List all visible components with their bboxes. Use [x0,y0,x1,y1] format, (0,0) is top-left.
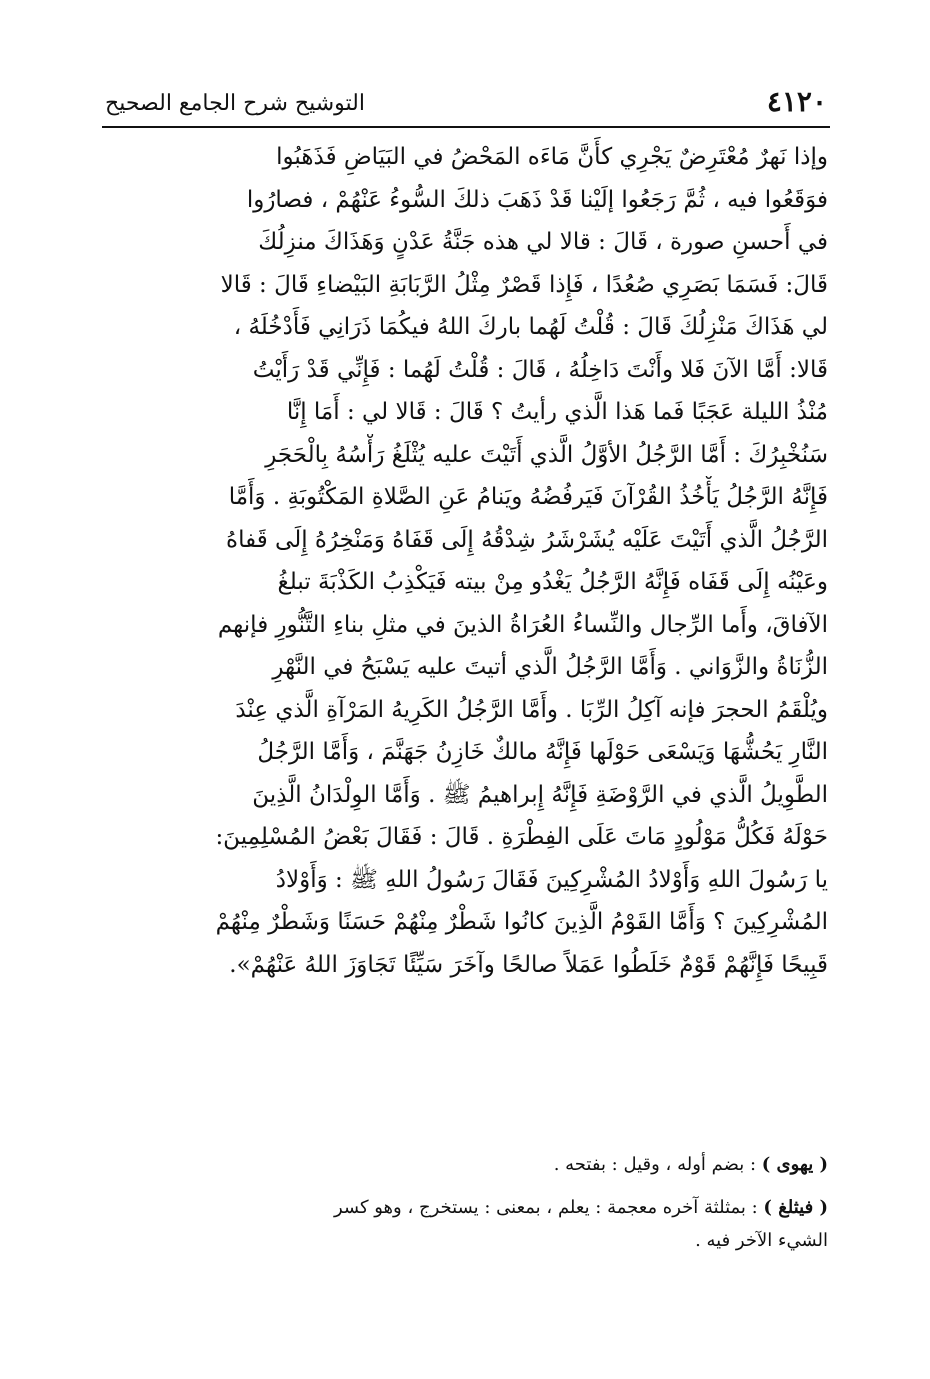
text-line: النَّارِ يَحُشُّهَا وَيَسْعَى حَوْلَها فَإِنَّهُ مالكٌ خَازِنُ جَهَنَّمَ ، وَأَمَّا الرَّجُلُ [257,739,828,765]
page-number: ٤١٢٠ [766,85,827,118]
page-header [105,84,827,124]
note-term: ( يهوى ) [761,1154,828,1175]
note-term: ( فيثلغ ) [763,1197,828,1218]
running-title: التوشيح شرح الجامع الصحيح [105,91,365,116]
text-line: وإذا نَهرٌ مُعْتَرِضٌ يَجْرِي كأَنَّ مَاءَه المَحْضُ في البَيَاضِ فَذَهَبُوا [276,144,828,170]
text-line: يا رَسُولَ اللهِ وَأَوْلادُ المُشْرِكِينَ فَقَالَ رَسُولُ اللهِ ﷺ : وَأَوْلادُ [275,866,828,893]
main-text [104,136,828,986]
text-line: المُشْرِكِينَ ؟ وَأَمَّا القَوْمُ الَّذِينَ كانُوا شَطْرٌ مِنْهُمْ حَسَنًا وَشَطْرٌ مِنْهُمْ [215,909,828,935]
text-line: قَالَ: فَسَمَا بَصَرِي صُعُدًا ، فَإِذا قَصْرٌ مِثْلُ الرَّبَابَةِ البَيْضاءِ قَالَ : قَالا [220,271,828,298]
text-line: في أَحسنِ صورة ، قَالَ : قالا لي هذه جَنَّةُ عَدْنٍ وَهَذَاكَ منزِلُكَ [258,229,828,255]
text-line: وعَيْنُه إِلَى قَفَاه فَإِنَّهُ الرَّجُلُ يَغْدُو مِنْ بيته فَيَكْذِبُ الكَذْبَةَ تبلغُ [277,569,828,595]
note-text: : بمثلثة آخره معجمة : يعلم ، بمعنى : يستخرج ، وهو كسر [333,1197,764,1218]
commentary-notes [104,1148,828,1257]
text-line: لي هَذَاكَ مَنْزِلُكَ قَالَ : قُلْتُ لَهُما باركَ اللهُ فيكُمَا ذَرَانِي فَأَدْخُلَهُ ، [233,314,828,340]
text-line: الزُّنَاةُ والزَّوَاني . وَأَمَّا الرَّجُلُ الَّذي أتيتَ عليه يَسْبَحُ في النَّهْرِ [272,654,828,680]
note-text: : بضم أوله ، وقيل : بفتحه . [553,1154,762,1175]
text-line: الرَّجُلُ الَّذي أَتَيْتَ عَلَيْه يُشَرْشَرُ شِدْقُهُ إِلَى قَفَاهُ وَمَنْخِرُهُ إِلَى قَفاهُ [226,526,828,553]
text-line: الطَّوِيلُ الَّذي في الرَّوْضَةِ فَإِنَّهُ إِبراهيمُ ﷺ . وَأَمَّا الوِلْدَانُ الَّذِينَ [252,781,828,808]
note-text: الشيء الآخر فيه . [695,1230,828,1251]
note-continuation [104,1224,828,1257]
text-line: فوَقَعُوا فيه ، ثُمَّ رَجَعُوا إلَيْنا قَدْ ذَهَبَ ذلكَ السُّوءُ عَنْهُمْ ، فصارُوا [246,186,828,213]
text-line: قَالا: أَمَّا الآنَ فَلا وأَنْتَ دَاخِلُهُ ، قَالَ : قُلْتُ لَهُما : فَإِنِّي قَدْ رَأَيْتُ [252,356,828,383]
text-line: فَإِنَّهُ الرَّجُلُ يَأْخُذُ القُرْآنَ فَيَرفُضُهُ ويَنامُ عَنِ الصَّلاةِ المَكْتُوبَةِ . وَأَمَّا [228,484,828,510]
text-line: سَنُخْبِرُكَ : أَمَّا الرَّجُلُ الأوَّلُ الَّذي أَتَيْتَ عليه يُثْلَغُ رَأْسُهُ بِالْحَجَرِ [265,441,828,468]
note-fayuthlagh [104,1191,828,1224]
text-line: الآفاقَ، وأَما الرِّجال والنِّساءُ العُرَاةُ الذينَ في مثلِ بناءِ التَّنُّورِ فإنهم [217,611,828,638]
text-line: ويُلْقَمُ الحجرَ فإنه آكِلُ الرِّبَا . وأَمَّا الرَّجُلُ الكَرِيهُ المَرْآةِ الَّذي عِنْدَ [235,696,828,723]
header-divider [102,126,830,128]
note-yahwa [104,1148,828,1181]
text-line: حَوْلَهُ فَكُلُّ مَوْلُودٍ مَاتَ عَلَى الفِطْرَةِ . قَالَ : فَقَالَ بَعْضُ المُسْلِمِينَ: [215,824,828,850]
text-line: قَبِيحًا فَإِنَّهُمْ قَوْمٌ خَلَطُوا عَمَلاً صالحًا وآخَرَ سَيِّئًا تَجَاوَزَ اللهُ عَنْهُمْ». [229,951,828,978]
text-line: مُنْذُ الليلة عَجَبًا فَما هَذا الَّذي رأيتُ ؟ قَالَ : قَالا لي : أَمَا إِنَّا [286,399,828,425]
